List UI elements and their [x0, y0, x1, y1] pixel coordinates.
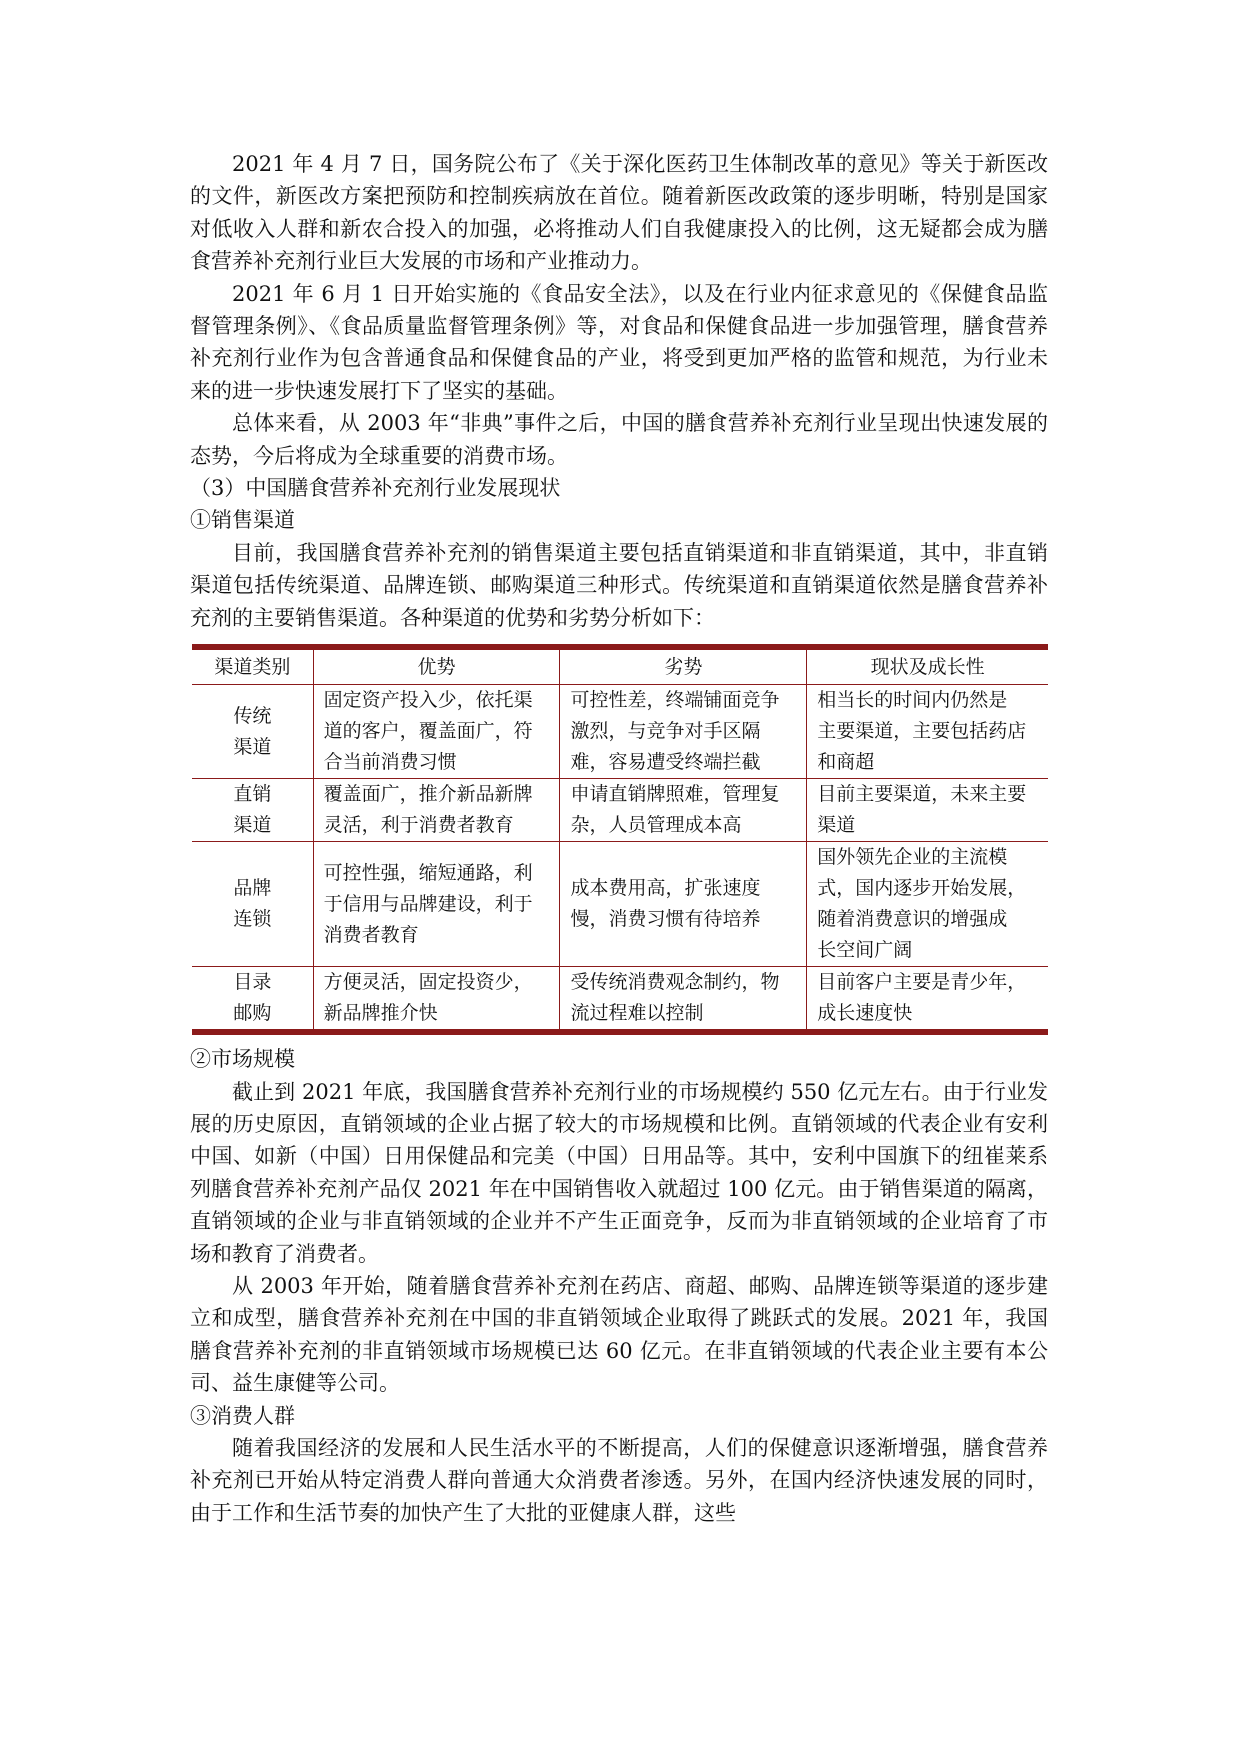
cell-status: 国外领先企业的主流模 式，国内逐步开始发展， 随着消费意识的增强成 长空间广阔: [807, 842, 1048, 967]
cell-category: 传统 渠道: [192, 685, 313, 779]
paragraph-market-size-2: 从 2003 年开始，随着膳食营养补充剂在药店、商超、邮购、品牌连锁等渠道的逐步建立和成型，膳食营养补充剂在中国的非直销领域企业取得了跳跃式的发展。2021 年，我国膳食营养补充剂的非直销领域市场规模已达 60 亿元。在非直销领域的代表企业主要有本公司、益生康健等公司。: [190, 1273, 1048, 1396]
cell-status: 相当长的时间内仍然是 主要渠道，主要包括药店 和商超: [807, 685, 1048, 779]
table-row: [192, 685, 1048, 779]
subheading-sales-channels: ①销售渠道: [190, 508, 295, 533]
header-cell: 劣势: [560, 650, 807, 685]
cell-disadvantage: 申请直销牌照难，管理复 杂，人员管理成本高: [560, 779, 807, 842]
header-cell: 优势: [313, 650, 560, 685]
subheading-market-size: ②市场规模: [190, 1047, 295, 1072]
cell-category: 目录 邮购: [192, 967, 313, 1030]
paragraph-consumers: 随着我国经济的发展和人民生活水平的不断提高，人们的保健意识逐渐增强，膳食营养补充剂已开始从特定消费人群向普通大众消费者渗透。另外，在国内经济快速发展的同时，由于工作和生活节奏的加快产生了大批的亚健康人群，这些: [190, 1435, 1048, 1525]
cell-advantage: 固定资产投入少，依托渠 道的客户，覆盖面广，符 合当前消费习惯: [313, 685, 560, 779]
cell-category: 品牌 连锁: [192, 842, 313, 967]
cell-category: 直销 渠道: [192, 779, 313, 842]
cell-advantage: 方便灵活，固定投资少， 新品牌推介快: [313, 967, 560, 1030]
cell-status: 目前主要渠道，未来主要 渠道: [807, 779, 1048, 842]
cell-advantage: 覆盖面广，推介新品新牌 灵活，利于消费者教育: [313, 779, 560, 842]
cell-disadvantage: 可控性差，终端铺面竞争 激烈，与竞争对手区隔 难，容易遭受终端拦截: [560, 685, 807, 779]
paragraph-2: 2021 年 6 月 1 日开始实施的《食品安全法》，以及在行业内征求意见的《保健食品监督管理条例》、《食品质量监督管理条例》等，对食品和保健食品进一步加强管理，膳食营养补充剂行业作为包含普通食品和保健食品的产业，将受到更加严格的监管和规范，为行业未来的进一步快速发展打下了坚实的基础。: [190, 281, 1048, 403]
cell-disadvantage: 受传统消费观念制约，物 流过程难以控制: [560, 967, 807, 1030]
header-cell: 现状及成长性: [807, 650, 1048, 685]
paragraph-sales-channels: 目前，我国膳食营养补充剂的销售渠道主要包括直销渠道和非直销渠道，其中，非直销渠道包括传统渠道、品牌连锁、邮购渠道三种形式。传统渠道和直销渠道依然是膳食营养补充剂的主要销售渠道。各种渠道的优势和劣势分析如下：: [190, 540, 1048, 630]
paragraph-market-size-1: 截止到 2021 年底，我国膳食营养补充剂行业的市场规模约 550 亿元左右。由于行业发展的历史原因，直销领域的企业占据了较大的市场规模和比例。直销领域的代表企业有安利中国、如新（中国）日用保健品和完美（中国）日用品等。其中，安利中国旗下的纽崔莱系列膳食营养补充剂产品仅 2021 年在中国销售收入就超过 100 亿元。由于销售渠道的隔离，直销领域的企业与非直销领域的企业并不产生正面竞争，反而为非直销领域的企业培育了市场和教育了消费者。: [190, 1079, 1048, 1266]
table-header-row: [192, 650, 1048, 685]
channel-table: [192, 644, 1048, 1035]
table-row: [192, 967, 1048, 1030]
paragraph-1: 2021 年 4 月 7 日，国务院公布了《关于深化医药卫生体制改革的意见》等关于新医改的文件，新医改方案把预防和控制疾病放在首位。随着新医改政策的逐步明晰，特别是国家对低收入人群和新农合投入的加强，必将推动人们自我健康投入的比例，这无疑都会成为膳食营养补充剂行业巨大发展的市场和产业推动力。: [190, 152, 1048, 274]
cell-advantage: 可控性强，缩短通路，利 于信用与品牌建设，利于 消费者教育: [313, 842, 560, 967]
document-page: [190, 148, 1048, 1529]
table-row: [192, 842, 1048, 967]
paragraph-3: 总体来看，从 2003 年“非典”事件之后，中国的膳食营养补充剂行业呈现出快速发展的态势，今后将成为全球重要的消费市场。: [190, 411, 1048, 468]
channel-comparison-table: [192, 650, 1048, 1029]
header-cell: 渠道类别: [192, 650, 313, 685]
section-heading: （3）中国膳食营养补充剂行业发展现状: [190, 476, 561, 501]
subheading-consumers: ③消费人群: [190, 1403, 295, 1428]
table-row: [192, 779, 1048, 842]
cell-disadvantage: 成本费用高，扩张速度 慢，消费习惯有待培养: [560, 842, 807, 967]
table-bottom-rule: [192, 1029, 1048, 1035]
cell-status: 目前客户主要是青少年， 成长速度快: [807, 967, 1048, 1030]
